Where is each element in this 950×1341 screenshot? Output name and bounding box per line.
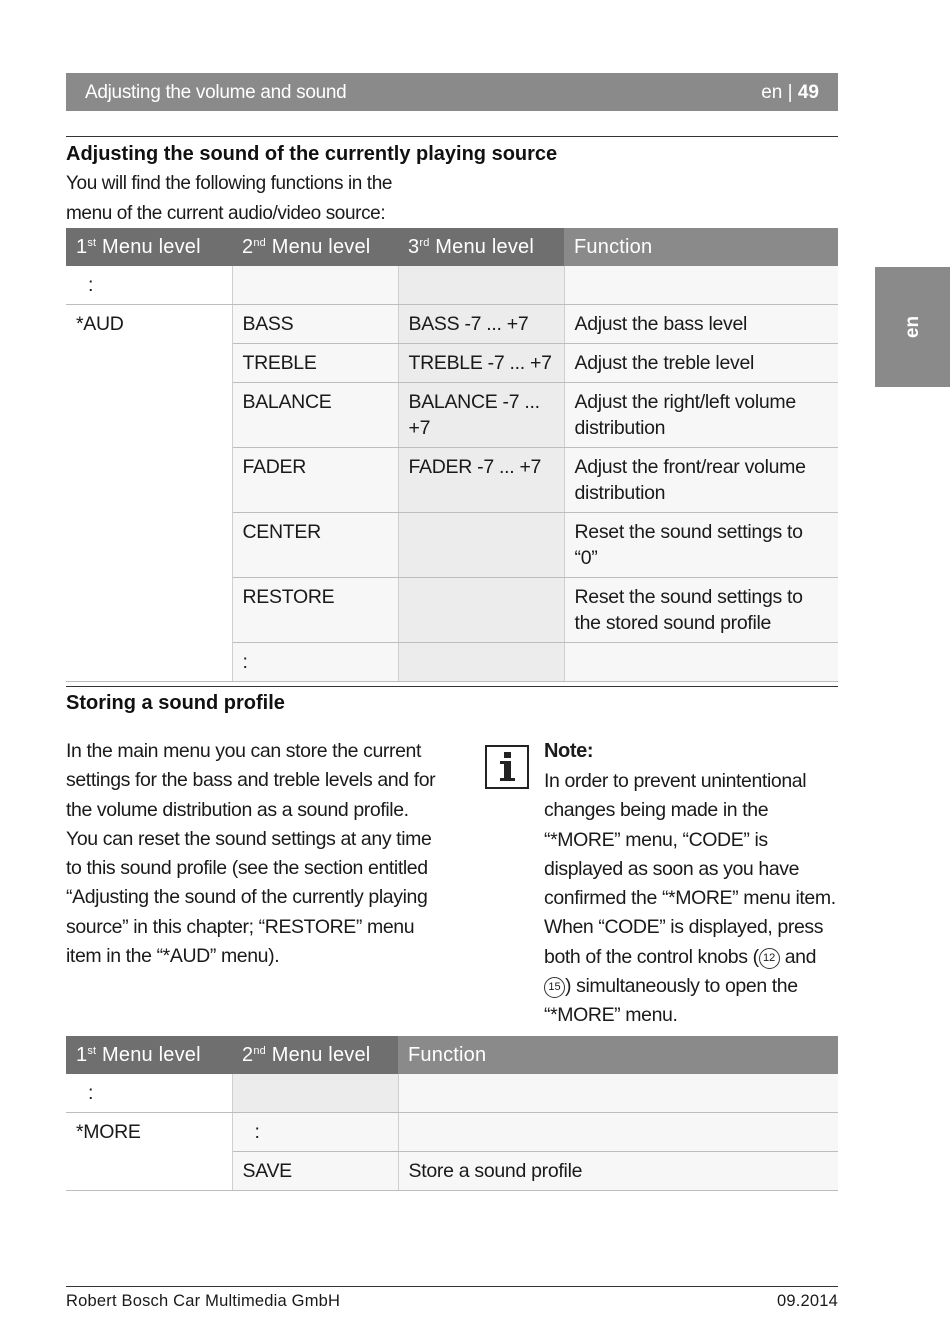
column-header-level1: 1st Menu level [66,1036,232,1074]
intro-line: menu of the current audio/video source: [66,203,386,224]
table-cell: Adjust the treble level [564,344,838,383]
note-body: In order to prevent unintentional changes being made in the “*MORE” menu, “CODE” is displayed as soon as you have confirmed the “*MORE” menu item. When “CODE” is displayed, press both of the control knobs ( 12 and 15 ) simultaneously to open the “*MORE” menu. [544,770,836,1027]
table-cell: SAVE [232,1152,398,1191]
section-intro [66,169,426,229]
table-cell: CENTER [232,513,398,578]
page-separator: | [787,82,793,103]
info-icon [485,745,529,789]
table-header-row [66,228,838,266]
section-divider [66,136,838,137]
table-cell: Adjust the bass level [564,305,838,344]
aud-menu-table [66,228,838,682]
intro-line: You will find the following functions in the [66,173,393,194]
table-cell [398,513,564,578]
table-cell: Reset the sound settings to the stored sound profile [564,578,838,643]
section-heading-profile: Storing a sound profile [66,692,285,714]
running-section-title: Adjusting the volume and sound [85,82,347,103]
footer-divider [66,1286,838,1287]
table-cell: TREBLE [232,344,398,383]
table-cell: BALANCE [232,383,398,448]
note-title: Note: [544,740,594,762]
more-menu-table [66,1036,838,1191]
table-cell [232,1074,398,1113]
table-row [66,1113,838,1152]
column-header-level3: 3rd Menu level [398,228,564,266]
page-footer [66,1292,838,1311]
table-cell: BALANCE -7 ... +7 [398,383,564,448]
column-header-function: Function [564,228,838,266]
table-cell [232,266,398,305]
knob-12-icon: 12 [759,948,780,969]
table-cell: : [66,266,232,305]
table-row [66,1074,838,1113]
table-cell: FADER [232,448,398,513]
table-cell [564,266,838,305]
profile-body-text: In the main menu you can store the current settings for the bass and treble levels and for the volume distribution as a sound profile. You can reset the sound settings at any time to this sound profile (see the section entitled “Adjusting the sound of the currently playing source” in this chapter; “RESTORE” menu item in the “*AUD” menu). [66,740,436,968]
table-cell: : [66,1074,232,1113]
footer-date: 09.2014 [776,1292,838,1310]
table-cell [398,1113,838,1152]
table-cell [564,643,838,682]
table-cell: Adjust the front/rear volume distribution [564,448,838,513]
table-row [66,266,838,305]
table-cell: RESTORE [232,578,398,643]
side-tab-label: en [901,315,923,339]
table-cell: BASS -7 ... +7 [398,305,564,344]
page-number: 49 [797,82,819,103]
table-row [66,305,838,344]
table-cell: Reset the sound settings to “0” [564,513,838,578]
section-divider [66,686,838,687]
column-header-level1: 1st Menu level [66,228,232,266]
language-code: en [761,82,783,103]
section-heading-sound: Adjusting the sound of the currently playing source [66,143,558,165]
first-level-item: *MORE [66,1113,232,1191]
table-cell: TREBLE -7 ... +7 [398,344,564,383]
table-cell [398,643,564,682]
table-cell [398,266,564,305]
language-side-tab [875,267,950,387]
table-cell: BASS [232,305,398,344]
first-level-item: *AUD [66,305,232,682]
table-cell: FADER -7 ... +7 [398,448,564,513]
knob-15-icon: 15 [544,977,565,998]
table-cell: Store a sound profile [398,1152,838,1191]
table-cell: Adjust the right/left volume distribution [564,383,838,448]
column-header-level2: 2nd Menu level [232,228,398,266]
table-cell: : [232,1113,398,1152]
table-header-row [66,1036,838,1074]
column-header-function: Function [398,1036,838,1074]
table-cell [398,1074,838,1113]
table-cell [398,578,564,643]
table-cell: : [232,643,398,682]
column-header-level2: 2nd Menu level [232,1036,398,1074]
page-indicator [761,82,819,104]
page-header-bar [66,73,838,111]
footer-company: Robert Bosch Car Multimedia GmbH [66,1292,341,1310]
